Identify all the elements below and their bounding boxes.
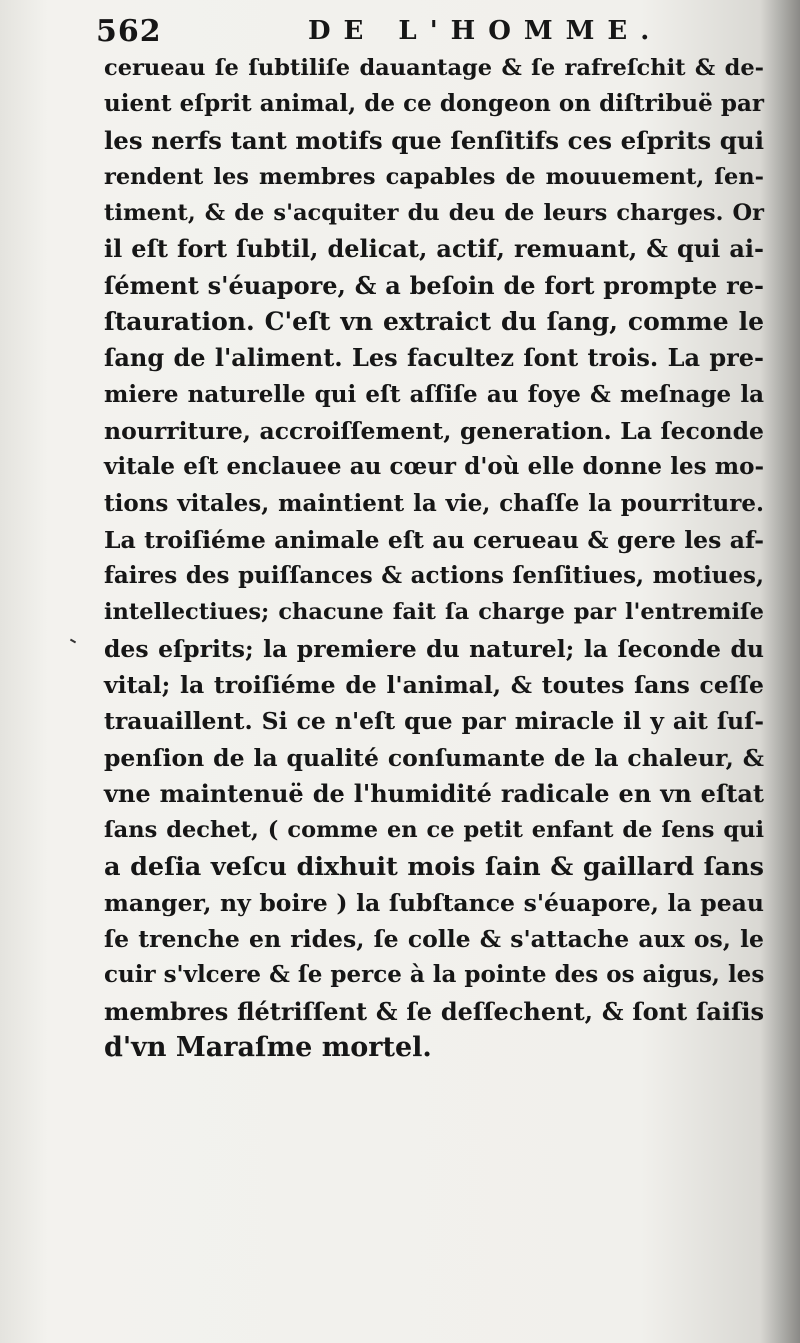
text-line: vital; la troiſiéme de l'animal, & toutes ſans ceſſe [104,671,764,700]
show-through-text [104,1070,764,1300]
text-line: il eſt fort ſubtil, delicat, actif, remuant, & qui ai- [104,234,764,264]
text-line: a deſia veſcu dixhuit mois ſain & gaillard ſans [104,851,764,882]
running-title: DE L'HOMME. [308,16,663,46]
page-number: 562 [96,14,162,49]
text-line: ſtauration. C'eſt vn extraict du ſang, comme le [104,307,764,337]
text-line: penſion de la qualité conſumante de la chaleur, & [104,743,764,772]
text-line: ſe trenche en rides, ſe colle & s'attache aux os, le [104,925,764,954]
text-line: ſang de l'aliment. Les facultez ſont trois. La pre- [104,343,764,373]
text-line: tions vitales, maintient la vie, chaſſe la pourriture. [104,489,764,517]
text-line: des eſprits; la premiere du naturel; la ſeconde du [104,634,764,663]
text-line: timent, & de s'acquiter du deu de leurs charges. Or [104,200,764,227]
text-line: rendent les membres capables de mouuement, ſen- [104,163,764,190]
margin-mark [70,639,76,644]
text-line: vne maintenuë de l'humidité radicale en vn eſtat [104,778,764,808]
text-line: ſément s'éuapore, & a beſoin de fort prompte re- [104,270,764,300]
text-line: cerueau ſe ſubtiliſe dauantage & ſe rafreſchit & de- [104,55,764,81]
text-line: membres flétriſſent & ſe deſſechent, & ſont ſaiſis [104,996,764,1026]
text-line: trauaillent. Si ce n'eſt que par miracle il y ait ſuſ- [104,707,764,736]
text-line: nourriture, accroiſſement, generation. La ſeconde [104,416,764,445]
text-line: les nerfs tant motifs que ſenſitifs ces eſprits qui [104,125,764,155]
text-line: uient eſprit animal, de ce dongeon on diſtribuë par [104,90,764,118]
text-line: manger, ny boire ) la ſubſtance s'éuapore, la peau [104,888,764,917]
text-line: cuir s'vlcere & ſe perce à la pointe des os aigus, les [104,961,765,989]
text-line: miere naturelle qui eſt aſſiſe au foye & meſnage la [104,380,764,408]
body-text [104,50,764,1066]
text-line: La troiſiéme animale eſt au cerueau & gere les af- [104,525,764,554]
text-line: intellectiues; chacune fait ſa charge par l'entremiſe [104,599,764,626]
text-line: d'vn Maraſme mortel. [104,1032,432,1064]
text-line: vitale eſt enclauee au cœur d'où elle donne les mo- [104,453,764,481]
page-header [96,14,776,48]
text-line: faires des puiſſances & actions ſenſitiues, motiues, [104,562,764,590]
text-line: ſans dechet, ( comme en ce petit enfant de ſens qui [104,817,764,844]
